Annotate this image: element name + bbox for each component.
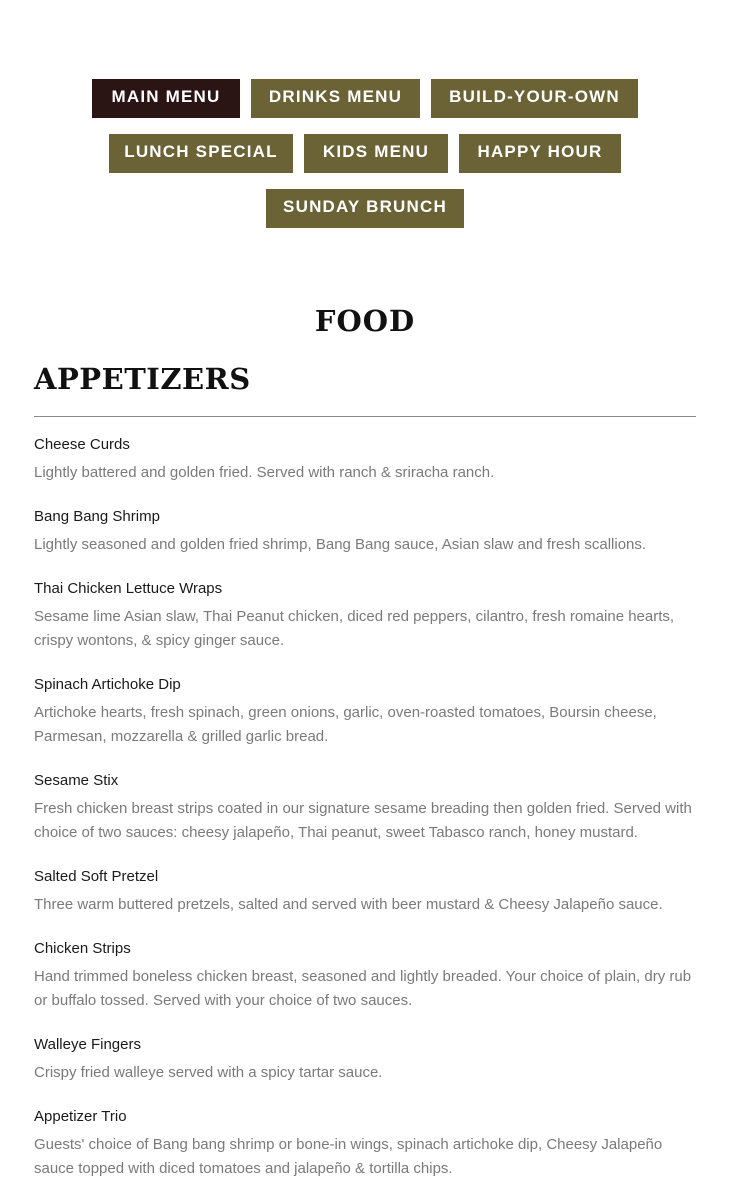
menu-item xyxy=(34,865,696,917)
menu-item-description: Fresh chicken breast strips coated in our signature sesame breading then golden fried. Served with choice of two sauces: cheesy jalapeño, Thai peanut, sweet Tabasco ranch, honey mustard. xyxy=(34,800,692,841)
menu-item-name: Walleye Fingers xyxy=(34,1036,141,1053)
page-title: FOOD xyxy=(314,304,416,338)
menu-item-description: Crispy fried walleye served with a spicy tartar sauce. xyxy=(34,1064,383,1081)
menu-item-name: Sesame Stix xyxy=(34,772,119,789)
menu-item-list xyxy=(34,433,696,1201)
tab-row-3 xyxy=(0,189,730,228)
menu-item xyxy=(34,577,696,653)
menu-item-description: Three warm buttered pretzels, salted and served with beer mustard & Cheesy Jalapeño sauce. xyxy=(34,896,663,913)
tab-sunday-brunch[interactable]: SUNDAY BRUNCH xyxy=(266,189,464,228)
menu-item-description: Guests' choice of Bang bang shrimp or bone-in wings, spinach artichoke dip, Cheesy Jalapeño sauce topped with diced tomatoes and jalapeño & tortilla chips. xyxy=(34,1136,663,1177)
tab-main-menu[interactable]: MAIN MENU xyxy=(92,79,240,118)
menu-item xyxy=(34,673,696,749)
tab-row-2 xyxy=(0,134,730,173)
menu-item xyxy=(34,1105,696,1181)
menu-item-description: Sesame lime Asian slaw, Thai Peanut chicken, diced red peppers, cilantro, fresh romaine hearts, crispy wontons, & spicy ginger sauce. xyxy=(34,608,675,649)
menu-item xyxy=(34,433,696,485)
menu-item-name: Salted Soft Pretzel xyxy=(34,868,159,885)
section-title: APPETIZERS xyxy=(34,362,251,396)
tab-build-your-own[interactable]: BUILD-YOUR-OWN xyxy=(431,79,638,118)
menu-item-name: Chicken Strips xyxy=(34,940,131,957)
menu-item xyxy=(34,505,696,557)
tab-lunch-special[interactable]: LUNCH SPECIAL xyxy=(109,134,293,173)
menu-tabs xyxy=(0,79,730,244)
menu-item-name: Spinach Artichoke Dip xyxy=(34,676,181,693)
menu-item xyxy=(34,1033,696,1085)
menu-item-description: Lightly seasoned and golden fried shrimp, Bang Bang sauce, Asian slaw and fresh scallions. xyxy=(34,536,647,553)
section-divider xyxy=(34,416,696,417)
menu-item-name: Bang Bang Shrimp xyxy=(34,508,160,525)
menu-item-description: Artichoke hearts, fresh spinach, green onions, garlic, oven-roasted tomatoes, Boursin cheese, Parmesan, mozzarella & grilled garlic bread. xyxy=(34,704,657,745)
menu-item xyxy=(34,937,696,1013)
tab-drinks-menu[interactable]: DRINKS MENU xyxy=(251,79,420,118)
menu-item-name: Appetizer Trio xyxy=(34,1108,127,1125)
menu-item-name: Thai Chicken Lettuce Wraps xyxy=(34,580,223,597)
tab-kids-menu[interactable]: KIDS MENU xyxy=(304,134,448,173)
menu-item-description: Hand trimmed boneless chicken breast, seasoned and lightly breaded. Your choice of plain, dry rub or buffalo tossed. Served with your choice of two sauces. xyxy=(34,968,692,1009)
menu-item-description: Lightly battered and golden fried. Served with ranch & sriracha ranch. xyxy=(34,464,495,481)
menu-item xyxy=(34,769,696,845)
tab-happy-hour[interactable]: HAPPY HOUR xyxy=(459,134,621,173)
menu-item-name: Cheese Curds xyxy=(34,436,130,453)
tab-row-1 xyxy=(0,79,730,118)
